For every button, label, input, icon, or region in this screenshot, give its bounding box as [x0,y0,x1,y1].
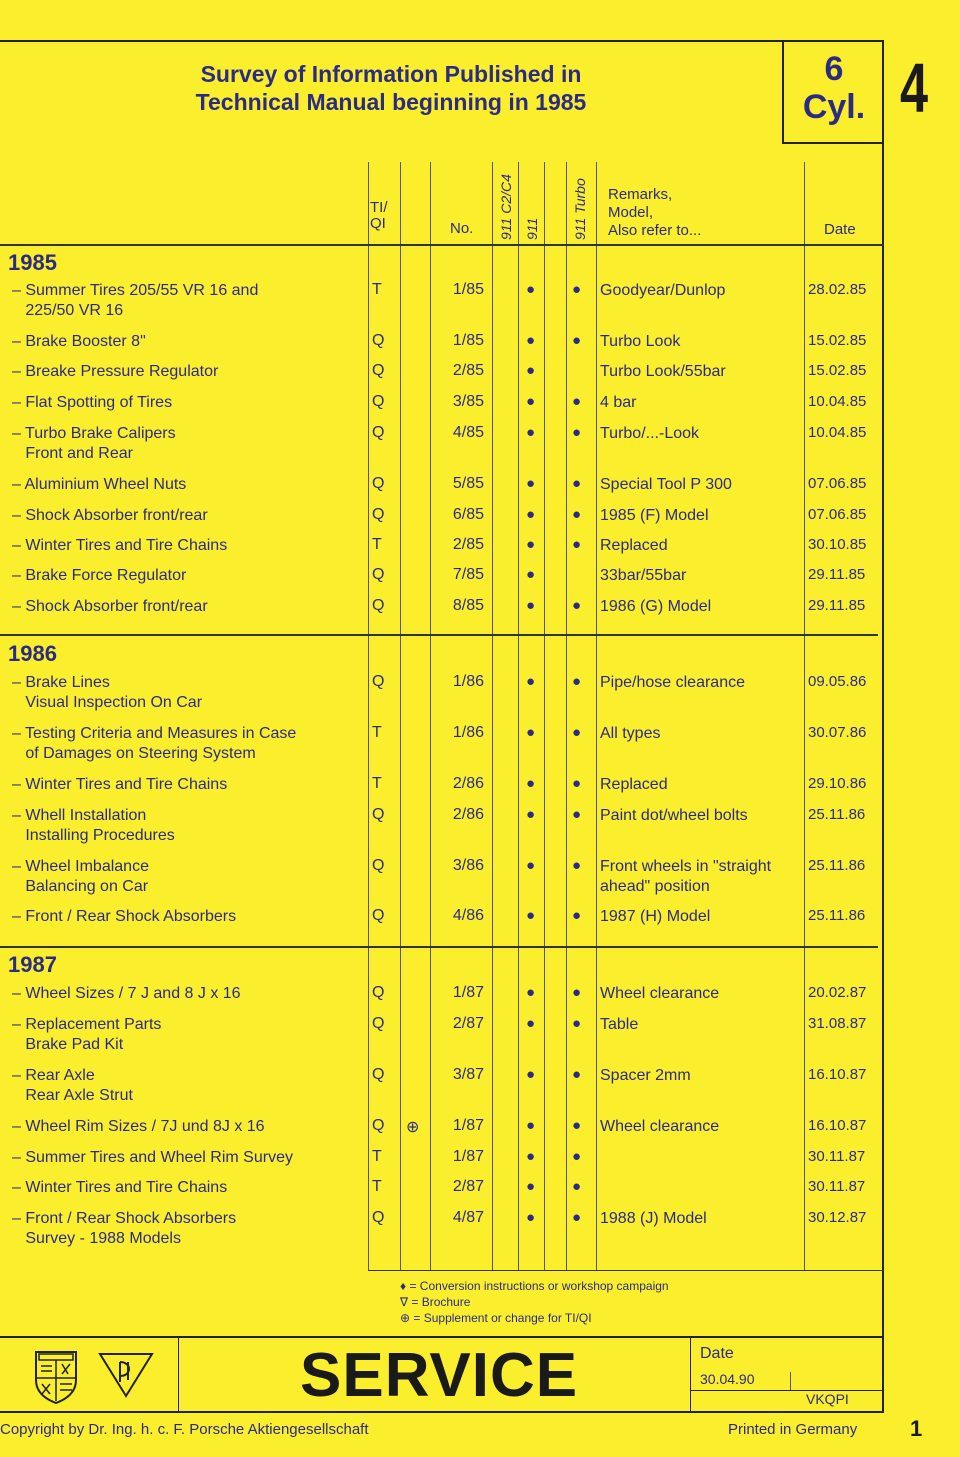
row-dot-911: ● [526,775,536,792]
row-description: – Replacement Parts Brake Pad Kit [12,1016,162,1053]
row-dot-turbo: ● [572,984,582,1001]
row-description: – Rear Axle Rear Axle Strut [12,1067,133,1104]
row-number: 3/87 [452,1066,484,1083]
row-tiqi: Q [372,362,385,379]
row-remarks: Turbo Look [600,333,681,350]
row-dot-turbo: ● [572,424,582,441]
row-date: 20.02.87 [808,984,867,1001]
row-tiqi: Q [372,1015,385,1032]
row-number: 1/87 [452,1117,484,1134]
row-tiqi: Q [372,857,385,874]
row-dot-911: ● [526,984,536,1001]
row-dot-turbo: ● [572,475,582,492]
row-date: 30.10.85 [808,536,867,553]
row-dot-turbo: ● [572,597,582,614]
row-dot-turbo: ● [572,806,582,823]
row-dot-911: ● [526,362,536,379]
row-date: 25.11.86 [808,806,866,823]
row-remarks: Paint dot/wheel bolts [600,807,748,824]
row-date: 30.12.87 [808,1209,867,1226]
row-description: – Brake Booster 8" [12,333,146,350]
row-dot-911: ● [526,724,536,741]
row-number: 7/85 [452,566,484,583]
row-number: 1/86 [452,724,484,741]
row-dot-911: ● [526,597,536,614]
row-dot-911: ● [526,1148,536,1165]
col-line-date [804,162,805,1270]
row-dot-turbo: ● [572,775,582,792]
row-date: 15.02.85 [808,332,867,349]
row-number: 3/86 [452,857,484,874]
col-line-remarks [596,162,597,1270]
row-remarks: Replaced [600,537,668,554]
col-line-no [430,162,431,1270]
row-remarks: Wheel clearance [600,1118,720,1135]
row-remarks: Special Tool P 300 [600,476,732,493]
row-remarks: 4 bar [600,394,637,411]
row-tiqi: Q [372,475,385,492]
row-date: 29.11.85 [808,597,866,614]
row-tiqi: Q [372,393,385,410]
row-remarks: Front wheels in "straight ahead" position [600,858,772,895]
row-tiqi: T [372,775,382,792]
row-date: 29.10.86 [808,775,867,792]
row-date: 28.02.85 [808,281,867,298]
row-dot-911: ● [526,393,536,410]
row-remarks: Turbo Look/55bar [600,363,726,380]
row-description: – Testing Criteria and Measures in Case of Damages on Steering System [12,725,297,762]
cylinder-label: Cyl. [802,88,866,126]
page-title [0,60,782,116]
row-description: – Front / Rear Shock Absorbers Survey - 1988 Models [12,1210,237,1247]
row-number: 2/87 [452,1015,484,1032]
row-number: 5/85 [452,475,484,492]
legend-item-brochure: ∇ = Brochure [400,1295,471,1309]
row-description: – Aluminium Wheel Nuts [12,476,187,493]
row-dot-turbo: ● [572,1148,582,1165]
row-description: – Winter Tires and Tire Chains [12,776,228,793]
cylinder-number: 6 [824,50,844,88]
row-tiqi: Q [372,597,385,614]
row-date: 07.06.85 [808,475,867,492]
row-tiqi: Q [372,806,385,823]
row-dot-911: ● [526,1209,536,1226]
row-date: 30.07.86 [808,724,867,741]
row-number: 2/86 [452,806,484,823]
row-remarks: Turbo/...-Look [600,425,700,442]
legend-item-conversion: ♦ = Conversion instructions or workshop campaign [400,1279,669,1293]
row-tiqi: Q [372,673,385,690]
service-label: SERVICE [300,1341,579,1410]
row-dot-911: ● [526,806,536,823]
row-dot-turbo: ● [572,1209,582,1226]
row-dot-turbo: ● [572,332,582,349]
row-dot-911: ● [526,332,536,349]
row-description: – Wheel Sizes / 7 J and 8 J x 16 [12,985,241,1002]
row-dot-turbo: ● [572,506,582,523]
supplement-icon: ⊕ [406,1119,420,1136]
footer-divider-code [790,1372,791,1390]
row-number: 4/87 [452,1209,484,1226]
row-number: 1/85 [452,332,484,349]
row-dot-911: ● [526,1015,536,1032]
row-number: 2/85 [452,536,484,553]
row-tiqi: T [372,1148,382,1165]
section-number: 4 [900,49,929,127]
row-description: – Breake Pressure Regulator [12,363,219,380]
row-date: 10.04.85 [808,424,867,441]
row-tiqi: Q [372,424,385,441]
row-dot-turbo: ● [572,857,582,874]
header-turbo: 911 Turbo [572,178,588,240]
row-date: 25.11.86 [808,907,866,924]
row-dot-turbo: ● [572,393,582,410]
row-description: – Brake Force Regulator [12,567,187,584]
year-1985: 1985 [8,250,57,275]
footer-code: VKQPI [806,1391,849,1407]
row-date: 15.02.85 [808,362,867,379]
row-dot-turbo: ● [572,1066,582,1083]
row-dot-911: ● [526,1178,536,1195]
row-tiqi: Q [372,332,385,349]
row-dot-911: ● [526,857,536,874]
row-tiqi: Q [372,1066,385,1083]
row-description: – Wheel Imbalance Balancing on Car [12,858,149,895]
row-dot-911: ● [526,566,536,583]
row-description: – Wheel Rim Sizes / 7J und 8J x 16 [12,1118,265,1135]
row-dot-911: ● [526,475,536,492]
row-number: 1/86 [452,673,484,690]
row-number: 1/85 [452,281,484,298]
row-number: 8/85 [452,597,484,614]
row-date: 10.04.85 [808,393,867,410]
row-description: – Brake Lines Visual Inspection On Car [12,674,203,711]
year-1986: 1986 [8,641,57,666]
col-line-blank [544,162,545,1270]
row-tiqi: Q [372,1209,385,1226]
row-dot-911: ● [526,1066,536,1083]
row-remarks: All types [600,725,661,742]
row-date: 07.06.85 [808,506,867,523]
printed-in: Printed in Germany [728,1421,858,1438]
row-dot-911: ● [526,506,536,523]
row-date: 29.11.85 [808,566,866,583]
row-dot-turbo: ● [572,673,582,690]
row-date: 16.10.87 [808,1117,867,1134]
row-tiqi: Q [372,566,385,583]
footer-date-label: Date [700,1345,734,1362]
legend [400,1278,669,1326]
row-dot-911: ● [526,424,536,441]
row-description: – Winter Tires and Tire Chains [12,537,228,554]
row-description: – Shock Absorber front/rear [12,507,208,524]
row-remarks: Goodyear/Dunlop [600,282,726,299]
copyright: Copyright by Dr. Ing. h. c. F. Porsche Aktiengesellschaft [0,1421,369,1438]
row-remarks: Replaced [600,776,668,793]
row-dot-turbo: ● [572,1178,582,1195]
row-dot-911: ● [526,1117,536,1134]
row-date: 30.11.87 [808,1148,866,1165]
col-line-911 [518,162,519,1270]
col-line-sym [400,162,401,1270]
row-remarks: Spacer 2mm [600,1067,691,1084]
row-dot-911: ● [526,673,536,690]
row-dot-turbo: ● [572,907,582,924]
row-tiqi: Q [372,984,385,1001]
row-remarks: Wheel clearance [600,985,720,1002]
title-line-2: Technical Manual beginning in 1985 [195,89,587,115]
row-date: 25.11.86 [808,857,866,874]
row-remarks: Pipe/hose clearance [600,674,745,691]
vw-audi-logo-icon [96,1350,156,1400]
col-line-tiqi [368,162,369,1270]
row-tiqi: Q [372,1117,385,1134]
row-date: 09.05.86 [808,673,867,690]
row-dot-911: ● [526,536,536,553]
row-tiqi: T [372,1178,382,1195]
title-line-1: Survey of Information Published in [200,61,582,87]
cylinder-box [782,40,884,144]
row-description: – Summer Tires 205/55 VR 16 and 225/50 VR 16 [12,282,259,319]
footer-divider-date [690,1336,691,1413]
row-tiqi: Q [372,907,385,924]
row-description: – Shock Absorber front/rear [12,598,208,615]
row-remarks: 1985 (F) Model [600,507,709,524]
row-number: 2/86 [452,775,484,792]
row-description: – Flat Spotting of Tires [12,394,173,411]
row-remarks: 1988 (J) Model [600,1210,707,1227]
row-dot-turbo: ● [572,1117,582,1134]
row-tiqi: T [372,281,382,298]
header-divider [0,244,884,246]
row-dot-turbo: ● [572,1015,582,1032]
row-remarks: 1986 (G) Model [600,598,712,615]
row-number: 3/85 [452,393,484,410]
col-line-turbo [566,162,567,1270]
row-date: 31.08.87 [808,1015,867,1032]
row-dot-911: ● [526,281,536,298]
row-remarks: Table [600,1016,639,1033]
row-tiqi: Q [372,506,385,523]
header-remarks: Remarks, Model, Also refer to... [608,186,702,239]
header-date: Date [824,221,856,238]
row-dot-turbo: ● [572,724,582,741]
header-c2c4: 911 C2/C4 [498,174,514,240]
row-description: – Front / Rear Shock Absorbers [12,908,237,925]
row-number: 4/86 [452,907,484,924]
row-description: – Whell Installation Installing Procedures [12,807,175,844]
header-911: 911 [524,217,540,240]
row-dot-turbo: ● [572,536,582,553]
row-tiqi: T [372,724,382,741]
row-number: 1/87 [452,984,484,1001]
row-number: 2/87 [452,1178,484,1195]
row-date: 30.11.87 [808,1178,866,1195]
row-number: 2/85 [452,362,484,379]
row-description: – Summer Tires and Wheel Rim Survey [12,1149,293,1166]
row-number: 1/87 [452,1148,484,1165]
page-number: 1 [910,1416,923,1441]
row-number: 6/85 [452,506,484,523]
footer-date: 30.04.90 [700,1371,755,1387]
divider-1987 [0,946,878,948]
footer-divider-logo [178,1336,179,1413]
header-no: No. [450,220,474,237]
row-number: 4/85 [452,424,484,441]
footer-date-line [690,1390,884,1391]
row-description: – Winter Tires and Tire Chains [12,1179,228,1196]
row-description: – Turbo Brake Calipers Front and Rear [12,425,176,462]
row-dot-turbo: ● [572,281,582,298]
divider-1986 [0,634,878,636]
row-date: 16.10.87 [808,1066,867,1083]
row-dot-911: ● [526,907,536,924]
header-tiqi: TI/ QI [370,199,388,232]
col-line-c2c4 [492,162,493,1270]
porsche-crest-icon [26,1346,86,1406]
row-tiqi: T [372,536,382,553]
legend-item-supplement: ⊕ = Supplement or change for TI/QI [400,1311,592,1325]
legend-divider [368,1270,884,1271]
row-remarks: 33bar/55bar [600,567,687,584]
year-1987: 1987 [8,952,57,977]
row-remarks: 1987 (H) Model [600,908,711,925]
